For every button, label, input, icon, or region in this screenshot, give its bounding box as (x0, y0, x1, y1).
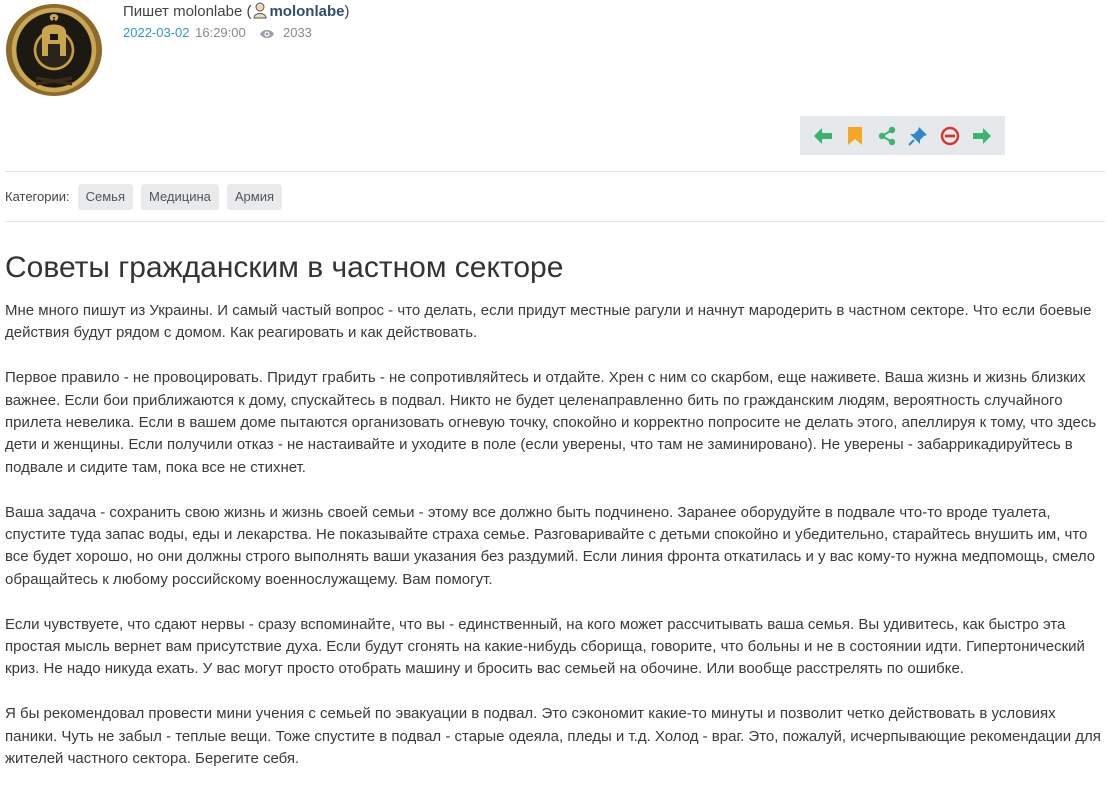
article-paragraph: Первое правило - не провоцировать. Придут грабить - не сопротивляйтесь и отдайте. Хрен с ним со скарбом, еще наживете. Ваша жизнь и жизнь близких важнее. Если бои приближаются к дому, спускайтесь в подвал. Никто не будет целенаправленно бить по гражданским людям, вероятность случайного прилета невелика. Если в вашем доме пытаются организовать огневую точку, спокойно и корректно попросите не делать этого, апеллируя к тому, что здесь дети и женщины. Если получили отказ - не настаивайте и уходите в поле (если уверены, что там не заминировано). Не уверены - забаррикадируйтесь в подвале и сидите там, пока все не стихнет. (5, 369, 1097, 476)
category-tag[interactable]: Семья (78, 184, 133, 210)
author-avatar[interactable] (6, 4, 102, 96)
article-paragraph: Если чувствуете, что сдают нервы - сразу вспоминайте, что вы - единственный, на кого может рассчитывать ваша семья. Вы удивитесь, как быстро эта простая мысль вернет вам присутствие духа. Если будут сгонять на какие-нибудь сборища, говорите, что больны и не в состоянии идти. Гипертонический криз. Не надо никуда ехать. У вас могут просто отобрать машину и бросить вас семьей на обочине. Или вообще расстрелять по ошибке. (5, 615, 1085, 678)
author-suffix: ) (344, 3, 350, 20)
view-count: 2033 (282, 25, 312, 40)
bookmark-icon[interactable] (842, 123, 868, 149)
article-paragraph: Ваша задача - сохранить свою жизнь и жизнь своей семьи - этому все должно быть подчинено. Заранее оборудуйте в подвале что-то вроде туалета, спустите туда запас воды, еды и лекарства. Не показывайте страха семье. Разговаривайте с детьми спокойно и убедительно, старайтесь внушить им, что все будет хорошо, но они должны строго выполнять ваши указания без раздумий. Если линия фронта откатилась и у вас кому-то нужна медпомощь, смело обращайтесь к любому российскому военнослужащему. Вам помогут. (5, 503, 1096, 588)
author-prefix: Пишет molonlabe ( (123, 3, 252, 20)
block-icon[interactable] (937, 123, 963, 149)
article-body (5, 300, 1106, 792)
divider (5, 171, 1105, 172)
eye-icon (259, 27, 275, 45)
helmet-icon (6, 4, 102, 96)
category-tag[interactable]: Медицина (141, 184, 219, 210)
article-paragraph: Я бы рекомендовал провести мини учения с семьей по эвакуации в подвал. Это сэкономит какие-то минуты и позволит четко действовать в условиях паники. Чуть не забыл - теплые вещи. Тоже спустите в подвал - старые одеяла, пледы и т.д. Холод - враг. Это, пожалуй, исчерпывающие рекомендации для жителей частного сектора. Берегите себя. (5, 705, 1101, 768)
categories-label: Категории: (5, 189, 70, 204)
share-icon[interactable] (874, 123, 900, 149)
pin-icon[interactable] (905, 123, 931, 149)
author-name-link[interactable]: molonlabe (269, 3, 345, 20)
arrow-left-icon[interactable] (810, 123, 836, 149)
article-paragraph: Мне много пишут из Украины. И самый частый вопрос - что делать, если придут местные рагули и начнут мародерить в частном секторе. Что если боевые действия будут рядом с домом. Как реагировать и как действовать. (5, 302, 1092, 342)
article-title: Советы гражданским в частном секторе (5, 251, 564, 284)
user-icon (252, 2, 268, 25)
divider (5, 221, 1105, 222)
author-line (123, 2, 349, 22)
categories-bar (5, 183, 290, 210)
arrow-right-icon[interactable] (969, 123, 995, 149)
post-meta (123, 24, 312, 45)
category-tag[interactable]: Армия (227, 184, 282, 210)
post-date[interactable]: 2022-03-02 (123, 25, 190, 40)
post-toolbar (800, 116, 1005, 155)
post-time: 16:29:00 (195, 25, 246, 40)
